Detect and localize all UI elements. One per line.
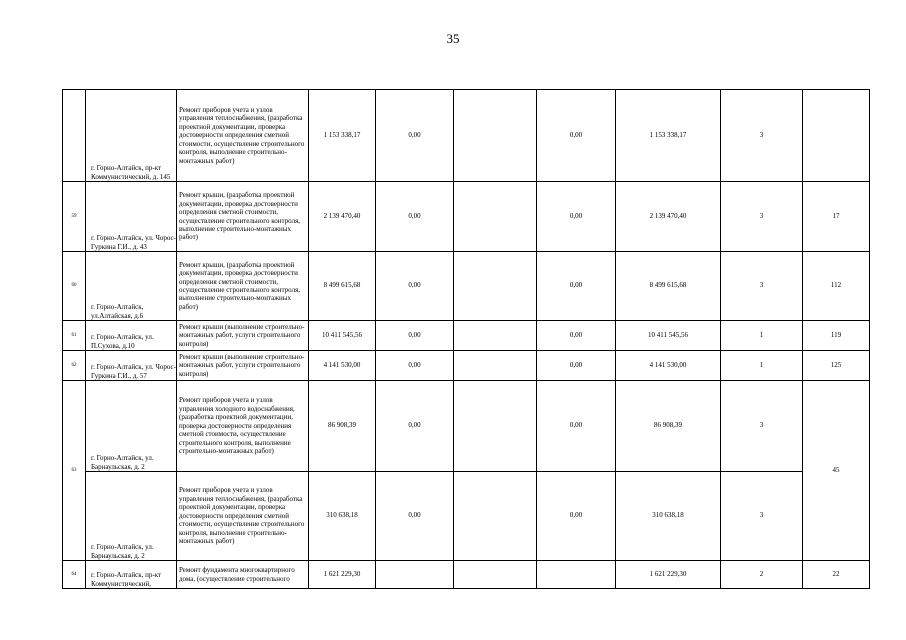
amount-cell [454,90,537,182]
row-number-cell: 63 [63,381,86,561]
amount-cell [454,321,537,351]
row-number-cell: 62 [63,351,86,381]
address-cell: г. Горно-Алтайск, ул. Чорос-Гуркина Г.И., д. 57 [86,351,177,381]
work-description-cell: Ремонт фундамента многоквартирного дома, (осуществление строительного [177,561,309,589]
amount-cell: 0,00 [537,252,616,321]
address-cell: г. Горно-Алтайск, ул.Алтайская, д.6 [86,252,177,321]
amount-cell [376,561,454,589]
total-cost-cell: 10 411 545,56 [309,321,376,351]
count-cell [803,90,870,182]
amount-cell: 0,00 [537,90,616,182]
address-cell: г. Горно-Алтайск, ул. Чорос-Гуркина Г.И., д. 43 [86,182,177,252]
total-cost-cell: 1 153 338,17 [309,90,376,182]
amount-cell [454,182,537,252]
table-row [63,182,870,252]
work-description-cell: Ремонт крыши (выполнение строительно-монтажных работ, услуги строительного контроля) [177,321,309,351]
address-cell: г. Горно-Алтайск, пр-кт Коммунистический, [86,561,177,589]
amount-cell: 10 411 545,56 [616,321,721,351]
amount-cell: 0,00 [537,321,616,351]
works-table [62,89,870,589]
amount-cell: 0,00 [376,472,454,561]
row-number-cell: 64 [63,561,86,589]
amount-cell: 1 621 229,30 [616,561,721,589]
count-cell: 45 [803,381,870,561]
total-cost-cell: 1 621 229,30 [309,561,376,589]
amount-cell: 310 638,18 [616,472,721,561]
total-cost-cell: 86 908,39 [309,381,376,472]
table-row [63,351,870,381]
amount-cell: 4 141 530,00 [616,351,721,381]
amount-cell: 0,00 [376,182,454,252]
count-cell: 119 [803,321,870,351]
work-description-cell: Ремонт крыши, (разработка проектной документации, проверка достоверности определения сметной стоимости, осуществление строительного контроля, выполнение строительно-монтажных работ) [177,182,309,252]
amount-cell: 0,00 [537,472,616,561]
amount-cell [454,252,537,321]
row-number-cell [63,90,86,182]
amount-cell: 0,00 [537,351,616,381]
row-number-cell: 60 [63,252,86,321]
work-description-cell: Ремонт приборов учета и узлов управления теплоснабжения, (разработка проектной документации, проверка достоверности определения сметной стоимости, осуществление строительного контроля, выполнение строительно-монтажных работ) [177,472,309,561]
amount-cell: 0,00 [376,90,454,182]
amount-cell [454,561,537,589]
total-cost-cell: 310 638,18 [309,472,376,561]
work-description-cell: Ремонт приборов учета и узлов управления теплоснабжения, (разработка проектной документации, проверка достоверности определения сметной стоимости, осуществление строительного контроля, выполнение строительно-монтажных работ) [177,90,309,182]
amount-cell: 1 153 338,17 [616,90,721,182]
table-row [63,381,870,472]
table-row [63,252,870,321]
count-cell: 112 [803,252,870,321]
amount-cell: 2 139 470,40 [616,182,721,252]
work-description-cell: Ремонт крыши, (разработка проектной документации, проверка достоверности определения сметной стоимости, осуществление строительного контроля, выполнение строительно-монтажных работ) [177,252,309,321]
count-cell: 22 [803,561,870,589]
count-cell: 2 [721,561,803,589]
address-cell: г. Горно-Алтайск, ул. Барнаульская, д. 2 [86,381,177,472]
count-cell: 17 [803,182,870,252]
count-cell: 1 [721,321,803,351]
amount-cell [537,561,616,589]
amount-cell: 86 908,39 [616,381,721,472]
address-cell: г. Горно-Алтайск, ул. П.Сухова, д.10 [86,321,177,351]
page-number: 35 [446,31,460,46]
amount-cell: 0,00 [537,182,616,252]
amount-cell: 0,00 [376,381,454,472]
row-number-cell: 59 [63,182,86,252]
table-row [63,321,870,351]
address-cell: г. Горно-Алтайск, ул. Барнаульская, д. 2 [86,472,177,561]
address-cell: г. Горно-Алтайск, пр-кт Коммунистический, д. 145 [86,90,177,182]
table-row [63,90,870,182]
work-description-cell: Ремонт приборов учета и узлов управления холодного водоснабжения, (разработка проектной документации, проверка достоверности определения сметной стоимости, осуществление строительного контроля, выполнение строительно-монтажных работ) [177,381,309,472]
amount-cell [454,351,537,381]
table-row [63,472,870,561]
amount-cell [454,381,537,472]
work-description-cell: Ремонт крыши (выполнение строительно-монтажных работ, услуги строительного контроля) [177,351,309,381]
amount-cell [454,472,537,561]
total-cost-cell: 2 139 470,40 [309,182,376,252]
count-cell: 1 [721,351,803,381]
amount-cell: 0,00 [376,321,454,351]
count-cell: 3 [721,472,803,561]
count-cell: 3 [721,252,803,321]
total-cost-cell: 4 141 530,00 [309,351,376,381]
amount-cell: 8 499 615,68 [616,252,721,321]
amount-cell: 0,00 [537,381,616,472]
count-cell: 125 [803,351,870,381]
amount-cell: 0,00 [376,252,454,321]
amount-cell: 0,00 [376,351,454,381]
count-cell: 3 [721,90,803,182]
row-number-cell: 61 [63,321,86,351]
count-cell: 3 [721,381,803,472]
table-row [63,561,870,589]
count-cell: 3 [721,182,803,252]
total-cost-cell: 8 499 615,68 [309,252,376,321]
